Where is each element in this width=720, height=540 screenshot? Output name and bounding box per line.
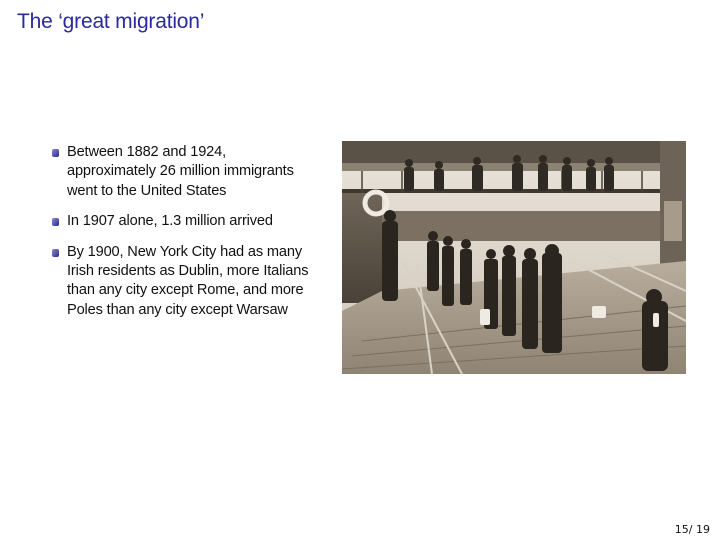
bullet-list <box>52 143 314 331</box>
bullet-icon <box>52 218 59 226</box>
bullet-text: By 1900, New York City had as many Irish residents as Dublin, more Italians than any city except Rome, and more Poles than any city except Warsaw <box>67 243 309 318</box>
bullet-item <box>52 243 314 321</box>
immigrants-photograph <box>342 141 686 374</box>
photograph-icon <box>342 141 686 374</box>
page-separator: / <box>688 523 696 536</box>
page-number <box>675 523 710 536</box>
bullet-icon <box>52 249 59 257</box>
bullet-item <box>52 212 314 231</box>
slide-title: The ‘great migration’ <box>17 10 205 33</box>
bullet-item <box>52 143 314 201</box>
bullet-text: Between 1882 and 1924, approximately 26 million immigrants went to the United States <box>67 144 294 199</box>
bullet-icon <box>52 149 59 157</box>
page-total: 19 <box>696 523 710 536</box>
page-current: 15 <box>674 523 689 536</box>
bullet-text: In 1907 alone, 1.3 million arrived <box>67 213 273 230</box>
